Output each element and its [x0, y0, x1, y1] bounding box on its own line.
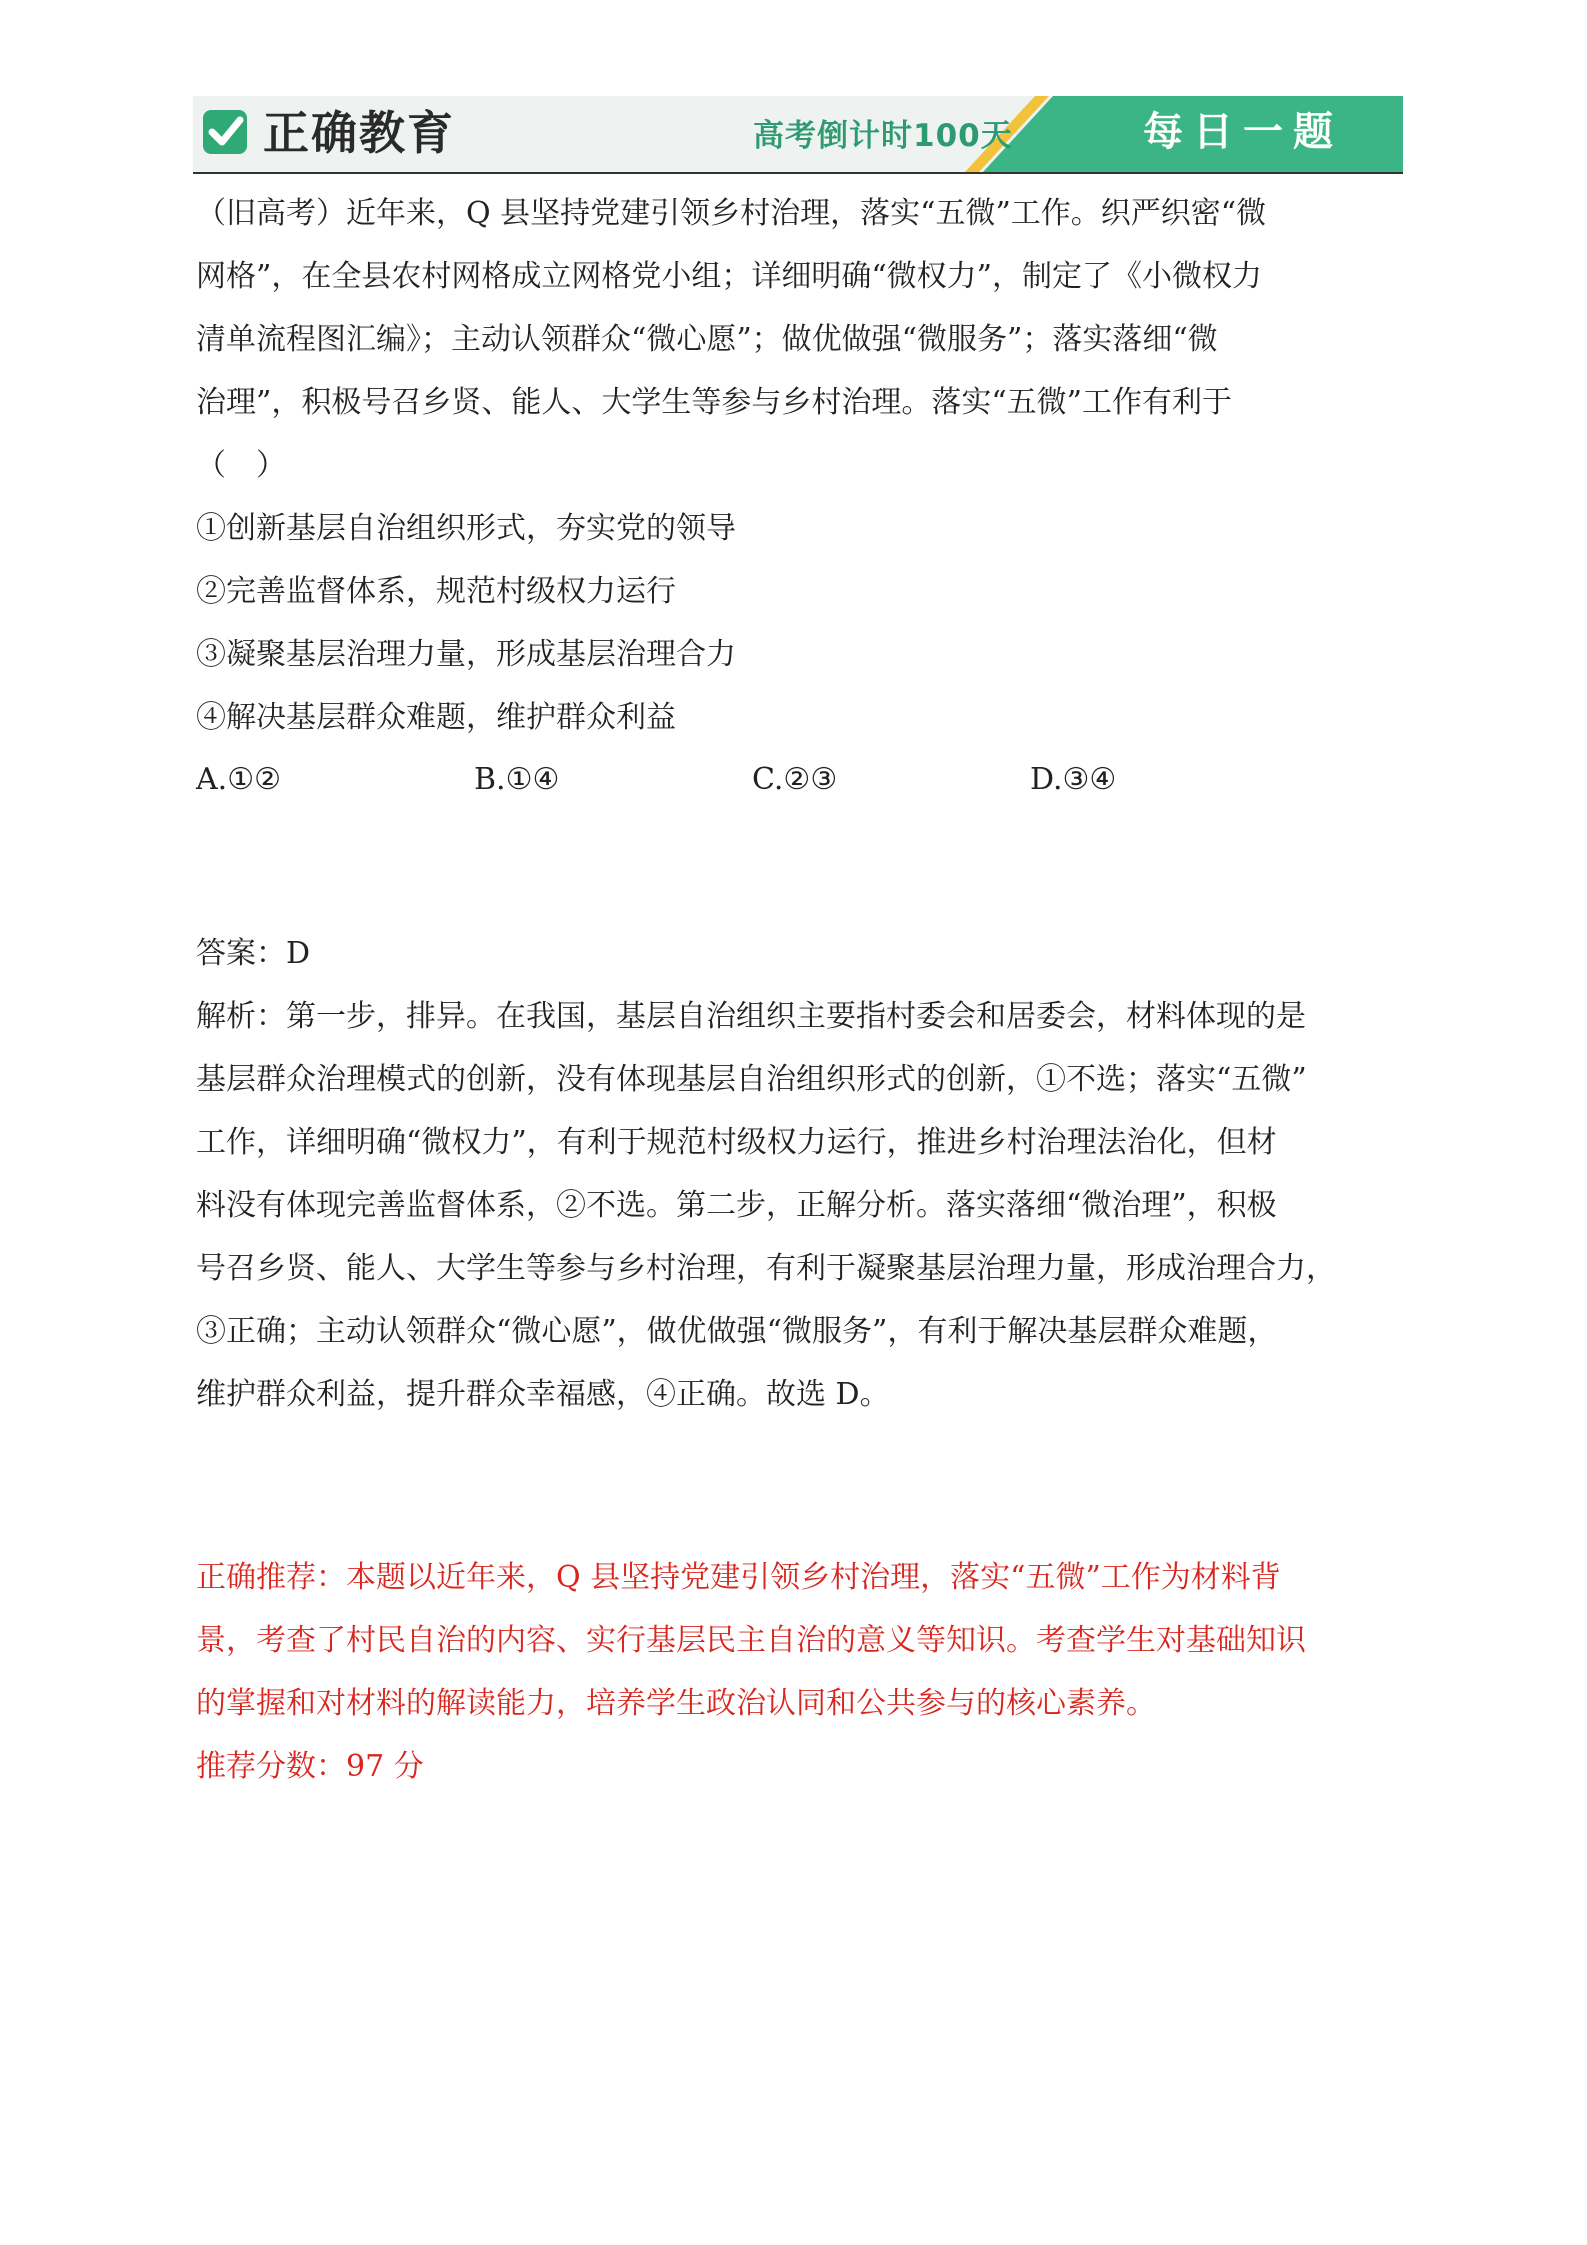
choice-options	[196, 748, 1296, 811]
statement-item: ①创新基层自治组织形式，夯实党的领导	[196, 511, 736, 546]
option-a: A.①②	[196, 762, 281, 797]
daily-question-label: 每日一题	[1143, 109, 1343, 155]
statement-list	[196, 497, 1416, 749]
analysis-line: 解析：第一步，排异。在我国，基层自治组织主要指村委会和居委会，材料体现的是	[196, 999, 1306, 1034]
question-line: （旧高考）近年来，Q 县坚持党建引领乡村治理，落实“五微”工作。织严织密“微	[196, 196, 1267, 231]
header-banner	[193, 96, 1403, 172]
countdown-text: 高考倒计时100天	[753, 118, 1013, 154]
analysis-line: 料没有体现完善监督体系，②不选。第二步，正解分析。落实落细“微治理”，积极	[196, 1188, 1277, 1223]
analysis-line: 维护群众利益，提升群众幸福感，④正确。故选 D。	[196, 1377, 890, 1412]
question-stem	[196, 182, 1416, 497]
answer-blank: （ ）	[196, 448, 286, 483]
checkmark-logo-icon	[201, 106, 251, 158]
recommendation-section	[196, 1546, 1416, 1798]
recommendation-line: 景，考查了村民自治的内容、实行基层民主自治的意义等知识。考查学生对基础知识	[196, 1623, 1306, 1658]
option-d: D.③④	[1030, 762, 1117, 797]
statement-item: ②完善监督体系，规范村级权力运行	[196, 574, 676, 609]
recommendation-line: 的掌握和对材料的解读能力，培养学生政治认同和公共参与的核心素养。	[196, 1686, 1156, 1721]
answer-label: 答案：D	[196, 936, 311, 971]
statement-item: ③凝聚基层治理力量，形成基层治理合力	[196, 637, 736, 672]
recommendation-line: 正确推荐：本题以近年来，Q 县坚持党建引领乡村治理，落实“五微”工作为材料背	[196, 1560, 1281, 1595]
recommendation-score: 推荐分数：97 分	[196, 1749, 424, 1784]
question-line: 治理”，积极号召乡贤、能人、大学生等参与乡村治理。落实“五微”工作有利于	[196, 385, 1233, 420]
analysis-line: 基层群众治理模式的创新，没有体现基层自治组织形式的创新，①不选；落实“五微”	[196, 1062, 1307, 1097]
answer-section	[196, 922, 1416, 1426]
question-line: 清单流程图汇编》；主动认领群众“微心愿”；做优做强“微服务”；落实落细“微	[196, 322, 1218, 357]
statement-item: ④解决基层群众难题，维护群众利益	[196, 700, 676, 735]
option-b: B.①④	[474, 762, 560, 797]
option-c: C.②③	[752, 762, 838, 797]
analysis-line: 号召乡贤、能人、大学生等参与乡村治理，有利于凝聚基层治理力量，形成治理合力，	[196, 1251, 1336, 1286]
analysis-line: ③正确；主动认领群众“微心愿”，做优做强“微服务”，有利于解决基层群众难题，	[196, 1314, 1278, 1349]
header-divider	[193, 172, 1403, 174]
analysis-line: 工作，详细明确“微权力”，有利于规范村级权力运行，推进乡村治理法治化，但材	[196, 1125, 1277, 1160]
brand-name: 正确教育	[263, 106, 455, 160]
question-line: 网格”，在全县农村网格成立网格党小组；详细明确“微权力”，制定了《小微权力	[196, 259, 1263, 294]
